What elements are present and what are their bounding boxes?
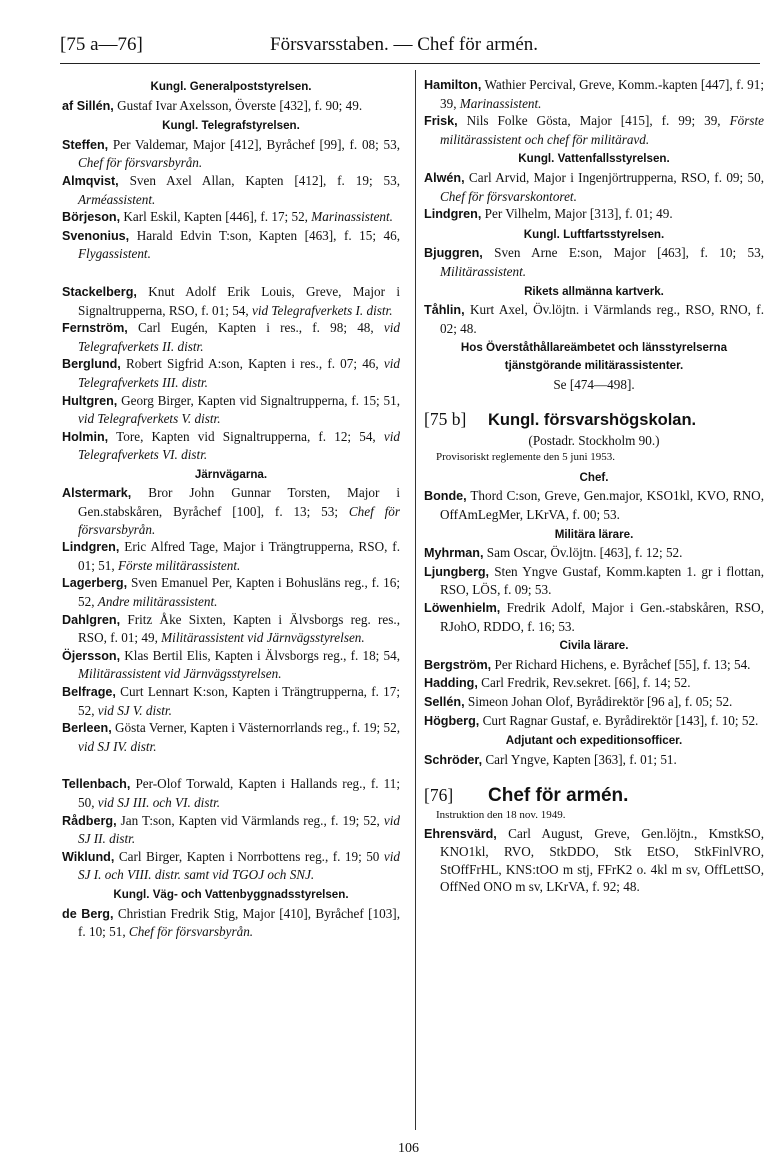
person-name: Ljungberg, [424, 564, 490, 579]
person-entry [424, 751, 764, 770]
person-name: Almqvist, [62, 173, 119, 188]
person-name: de Berg, [62, 906, 114, 921]
person-name: Myhrman, [424, 546, 484, 561]
person-role: Förste militärassistent. [117, 557, 241, 573]
section-heading: Civila lärare. [559, 639, 629, 653]
person-details: Karl Eskil, Kapten [446], f. 17; 52, [120, 209, 312, 225]
person-name: Fernström, [62, 321, 128, 336]
section-heading: Militära lärare. [554, 527, 634, 541]
person-entry [424, 656, 764, 675]
person-details: Per-Olof Torwald, Kapten i Hallands reg., f. 11; 50, [78, 776, 400, 810]
person-name: Öjersson, [62, 648, 121, 663]
person-details: Bror John Gunnar Torsten, Major i Gen.stabskåren, Byråchef [100], f. 13; 53; [78, 485, 400, 520]
person-role: Flygassistent. [78, 246, 151, 262]
person-name: Löwenhielm, [424, 601, 501, 616]
person-details: Gösta Verner, Kapten i Västernorrlands reg., f. 19; 52, [111, 720, 401, 736]
person-details: Simeon Johan Olof, Byrådirektör [96 a], f. 05; 52. [464, 694, 733, 709]
person-role: vid SJ I. och VIII. distr. samt vid TGOJ och SNJ. [78, 848, 400, 883]
chapter-heading [424, 787, 764, 805]
person-entry [424, 693, 764, 712]
person-entry [62, 484, 400, 538]
person-role: Chef för försvarsbyrån. [128, 924, 254, 940]
section-heading: Hos Överståthållareämbetet och länsstyrelserna tjänstgörande militärassistenter. [460, 341, 728, 372]
person-name: Bjuggren, [424, 246, 483, 261]
person-name: Holmin, [62, 429, 109, 444]
regulation-note: Provisoriskt reglemente den 5 juni 1953. [436, 451, 616, 464]
person-details: Jan T:son, Kapten vid Värmlands reg., f. 19; 52, [116, 812, 384, 828]
person-name: Alwén, [424, 170, 465, 185]
running-title: Försvarsstaben. — Chef för armén. [270, 34, 539, 55]
person-role: vid SJ II. distr. [78, 812, 400, 847]
person-role: vid Telegrafverkets II. distr. [78, 320, 400, 354]
person-details: Georg Birger, Kapten vid Signaltrupperna, f. 15; 51, [117, 392, 400, 408]
person-entry [62, 392, 400, 428]
person-name: Alstermark, [62, 486, 132, 501]
chapter-heading [424, 411, 764, 430]
person-details: Per Valdemar, Major [412], Byråchef [99], f. 08; 53, [108, 136, 400, 152]
person-role: vid Telegrafverkets III. distr. [78, 356, 400, 390]
spacer [62, 263, 400, 283]
spacer [62, 755, 400, 775]
column-divider [415, 70, 416, 1130]
running-header [60, 34, 760, 62]
person-name: Hadding, [424, 676, 478, 691]
person-name: Lindgren, [424, 207, 482, 222]
person-entry [62, 208, 400, 227]
person-name: Sellén, [424, 695, 465, 709]
person-entry [62, 647, 400, 683]
person-details: Sven Emanuel Per, Kapten i Bohusläns reg., f. 16; 52, [78, 575, 400, 610]
person-entry [62, 683, 400, 719]
person-details: Sven Arne E:son, Major [463], f. 10; 53, [482, 245, 764, 261]
person-entry [424, 301, 764, 337]
page-range-ref: [75 a—76] [60, 34, 143, 55]
person-details: Klas Bertil Elis, Kapten i Älvsborgs reg., f. 18; 54, [120, 647, 400, 663]
person-details: Gustaf Ivar Axelsson, Överste [432], f. 90; 49. [113, 97, 363, 113]
header-rule [60, 63, 760, 64]
person-name: Hamilton, [424, 78, 482, 92]
centered-note: Se [474—498]. [553, 376, 635, 392]
person-entry [62, 283, 400, 319]
person-role: Arméassistent. [78, 191, 156, 207]
person-entry [424, 599, 764, 635]
section-heading: Kungl. Luftfartsstyrelsen. [523, 227, 665, 241]
person-entry [424, 674, 764, 693]
spacer [424, 393, 764, 407]
person-details: Robert Sigfrid A:son, Kapten i res., f. 07; 46, [120, 356, 384, 372]
person-role: Militärassistent vid Järnvägsstyrelsen. [161, 630, 365, 646]
person-entry [62, 172, 400, 208]
person-entry [424, 112, 764, 148]
chapter-ref: [75 b] [424, 409, 467, 430]
person-details: Fredrik Adolf, Major i Gen.-stabskåren, RSO, RJohO, RDDO, f. 16; 53. [440, 600, 764, 634]
person-details: Carl Arvid, Major i Ingenjörtrupperna, RSO, f. 09; 50, [464, 169, 764, 185]
person-details: Carl Yngve, Kapten [363], f. 01; 51. [482, 751, 677, 767]
person-name: Dahlgren, [62, 612, 121, 627]
person-name: af Sillén, [62, 98, 114, 113]
person-details: Carl Fredrik, Rev.sekret. [66], f. 14; 52. [477, 675, 691, 691]
person-details: Curt Ragnar Gustaf, e. Byrådirektör [143], f. 10; 52. [479, 712, 759, 728]
centered-note: (Postadr. Stockholm 90.) [528, 432, 660, 448]
person-role: vid SJ V. distr. [97, 702, 172, 718]
person-entry [62, 227, 400, 263]
person-details: Wathier Percival, Greve, Komm.-kapten [447], f. 91; 39, [440, 77, 764, 111]
person-entry [424, 487, 764, 523]
section-heading: Järnvägarna. [194, 467, 268, 481]
person-name: Belfrage, [62, 685, 116, 699]
person-entry [424, 169, 764, 205]
person-details: Harald Edvin T:son, Kapten [463], f. 15; 46, [129, 227, 400, 243]
chapter-title: Kungl. försvarshögskolan. [488, 411, 697, 430]
person-details: Carl Birger, Kapten i Norrbottens reg., f. 19; 50 [114, 848, 384, 864]
person-role: vid Telegrafverkets I. distr. [252, 302, 393, 318]
person-name: Rådberg, [62, 813, 117, 828]
section-heading: Chef. [579, 470, 609, 484]
person-details: Carl August, Greve, Gen.löjtn., KmstkSO, KNO1kl, RVO, StkDDO, Stk EtSO, StkFinlVRO, StOffFrHL, KNS:tOO m stj, FFrK2 o. 4kl m sv, OffLettSO, OffNed ONO m sv, LKrVA, f. 92; 48. [440, 825, 764, 895]
person-details: Fritz Åke Sixten, Kapten i Älvsborgs reg. res., RSO, f. 01; 49, [78, 611, 400, 646]
person-details: Curt Lennart K:son, Kapten i Trängtrupperna, f. 17; 52, [78, 684, 400, 718]
person-details: Christian Fredrik Stig, Major [410], Byråchef [103], f. 10; 51, [78, 905, 400, 940]
section-heading: Kungl. Telegrafstyrelsen. [162, 119, 300, 133]
person-entry [62, 97, 400, 116]
person-entry [62, 905, 400, 941]
person-role: Marinassistent. [459, 95, 542, 111]
person-details: Kurt Axel, Öv.löjtn. i Värmlands reg., RSO, RNO, f. 02; 48. [440, 302, 764, 336]
person-role: vid SJ III. och VI. distr. [97, 794, 221, 810]
section-heading: Adjutant och expeditionsofficer. [505, 734, 683, 748]
person-name: Bergström, [424, 657, 492, 672]
person-entry [62, 538, 400, 574]
person-role: Chef för försvarsbyrån. [78, 155, 203, 171]
person-details: Sten Yngve Gustaf, Komm.kapten 1. gr i flottan, RSO, LÖS, f. 09; 53. [440, 563, 764, 598]
person-role: vid Telegrafverkets VI. distr. [78, 428, 400, 463]
person-name: Schröder, [424, 752, 483, 767]
person-entry [62, 319, 400, 355]
person-role: Chef för försvarsbyrån. [78, 504, 400, 537]
person-name: Hultgren, [62, 393, 118, 408]
person-entry [62, 848, 400, 884]
person-name: Berglund, [62, 357, 121, 372]
person-name: Tellenbach, [62, 777, 131, 792]
person-entry [62, 775, 400, 811]
person-details: Knut Adolf Erik Louis, Greve, Major i Signaltrupperna, RSO, f. 01; 54, [78, 283, 400, 318]
person-role: vid SJ IV. distr. [78, 738, 157, 754]
person-role: Förste militärassistent och chef för militäravd. [440, 113, 764, 147]
person-name: Svenonius, [62, 228, 130, 243]
person-entry [424, 544, 764, 563]
person-role: Andre militärassistent. [97, 594, 218, 610]
person-name: Steffen, [62, 137, 109, 152]
person-name: Börjeson, [62, 210, 121, 225]
person-details: Sven Axel Allan, Kapten [412], f. 19; 53, [118, 172, 400, 188]
regulation-note: Instruktion den 18 nov. 1949. [436, 808, 566, 821]
chapter-title: Chef för armén. [488, 785, 629, 807]
person-entry [62, 355, 400, 391]
person-role: Militärassistent. [440, 263, 527, 279]
person-role: Militärassistent vid Järnvägsstyrelsen. [78, 666, 282, 682]
person-name: Ehrensvärd, [424, 826, 497, 841]
person-entry [62, 611, 400, 647]
person-entry [62, 574, 400, 610]
person-details: Per Richard Hichens, e. Byråchef [55], f. 13; 54. [491, 656, 751, 672]
person-entry [424, 244, 764, 280]
person-entry [62, 719, 400, 755]
person-entry [424, 712, 764, 731]
person-entry [424, 205, 764, 224]
page-number: 106 [398, 1141, 419, 1156]
person-details: Tore, Kapten vid Signaltrupperna, f. 12; 54, [108, 428, 384, 444]
right-column [424, 76, 764, 896]
person-name: Högberg, [424, 713, 480, 728]
person-entry [62, 428, 400, 464]
person-details: Per Vilhelm, Major [313], f. 01; 49. [481, 206, 673, 222]
person-entry [424, 825, 764, 896]
person-role: Marinassistent. [311, 209, 393, 225]
left-column [62, 76, 400, 941]
person-name: Tåhlin, [424, 303, 465, 318]
person-name: Lindgren, [62, 540, 120, 555]
person-details: Thord C:son, Greve, Gen.major, KSO1kl, KVO, RNO, OffAmLegMer, LKrVA, f. 00; 53. [440, 488, 764, 523]
person-role: Chef för försvarskontoret. [440, 188, 577, 204]
person-entry [62, 812, 400, 848]
person-name: Lagerberg, [62, 576, 128, 591]
person-entry [424, 563, 764, 599]
person-entry [62, 136, 400, 172]
section-heading: Kungl. Generalpoststyrelsen. [150, 80, 312, 93]
section-heading: Rikets allmänna kartverk. [524, 284, 664, 298]
spacer [424, 769, 764, 783]
person-details: Eric Alfred Tage, Major i Trängtrupperna, RSO, f. 01; 51, [78, 539, 400, 573]
person-details: Sam Oscar, Öv.löjtn. [463], f. 12; 52. [483, 545, 683, 561]
section-heading: Kungl. Väg- och Vattenbyggnadsstyrelsen. [113, 887, 349, 901]
person-name: Bonde, [424, 489, 467, 504]
person-details: Carl Eugén, Kapten i res., f. 98; 48, [127, 320, 384, 336]
person-details: Nils Folke Gösta, Major [415], f. 99; 39, [457, 113, 730, 129]
person-name: Stackelberg, [62, 284, 137, 299]
chapter-ref: [76] [424, 785, 454, 806]
person-name: Frisk, [424, 114, 458, 129]
section-heading: Kungl. Vattenfallsstyrelsen. [518, 152, 670, 166]
person-name: Berleen, [62, 721, 112, 736]
person-role: vid Telegrafverkets V. distr. [78, 411, 221, 427]
person-entry [424, 76, 764, 112]
person-name: Wiklund, [62, 849, 115, 864]
